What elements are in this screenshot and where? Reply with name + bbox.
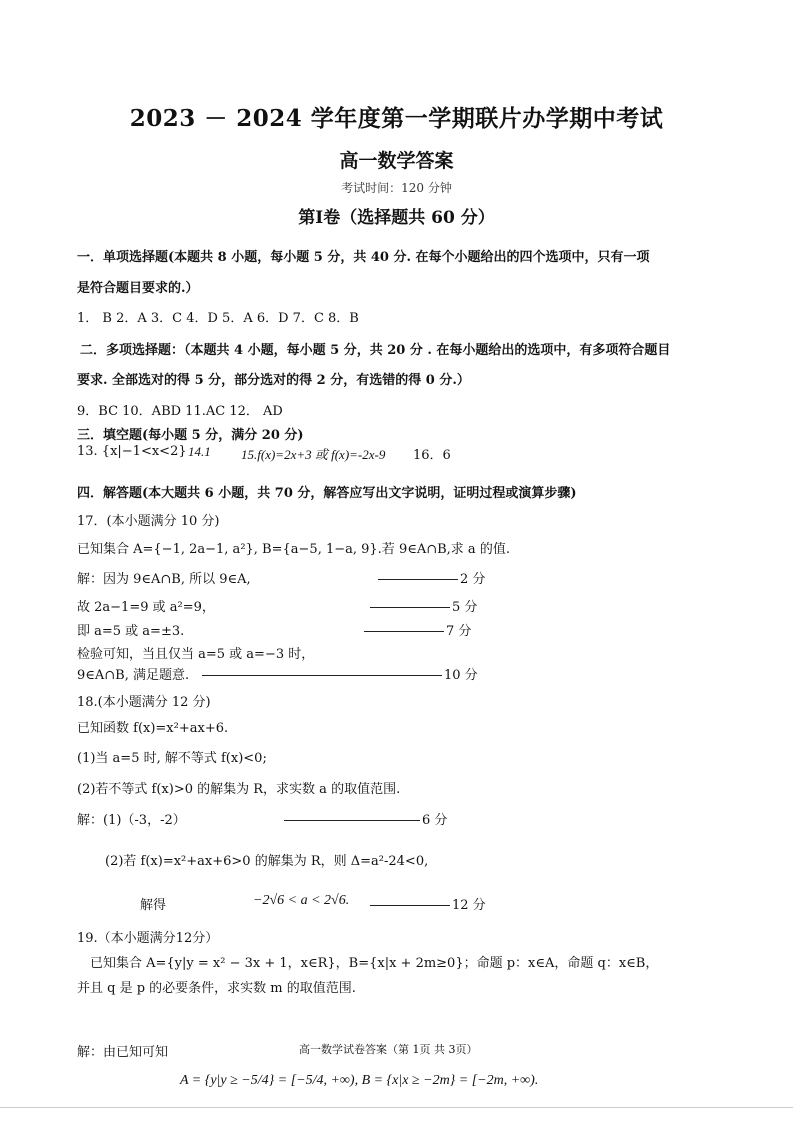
q17-step1-score: 2 分 xyxy=(376,568,485,587)
q17-step4: 检验可知，当且仅当 a=5 或 a=−3 时， xyxy=(77,647,315,662)
section2-heading-a: 二．多项选择题：（本题共 4 小题，每小题 5 分，共 20 分 . 在每小题给出的选项中，有多项符合题目 xyxy=(80,343,671,358)
q17-step5-score: 10 分 xyxy=(200,664,478,683)
section2-heading-b: 要求. 全部选对的得 5 分，部分选对的得 2 分，有选错的得 0 分.） xyxy=(77,373,470,388)
q17-step2-score: 5 分 xyxy=(368,596,477,615)
q19-stem-b: 并且 q 是 p 的必要条件，求实数 m 的取值范围. xyxy=(77,981,356,996)
q17-step3-score: 7 分 xyxy=(362,620,471,639)
section3-heading: 三．填空题(每小题 5 分，满分 20 分) xyxy=(77,428,304,443)
q18-stem: 已知函数 f(x)=x²+ax+6. xyxy=(77,721,229,736)
part-heading: 第Ⅰ卷（选择题共 60 分） xyxy=(298,208,495,228)
q19-formula: A = {y|y ≥ −5/4} = [−5/4, +∞), B = {x|x ≥ −2m} = [−2m, +∞). xyxy=(180,1073,539,1088)
q17-step5: 9∈A∩B, 满足题意. xyxy=(77,668,190,683)
section1-heading-a: 一．单项选择题(本题共 8 小题，每小题 5 分，共 40 分. 在每个小题给出的四个选项中，只有一项 xyxy=(77,250,650,265)
bottom-divider xyxy=(0,1107,793,1108)
q18-part1: (1)当 a=5 时, 解不等式 f(x)<0; xyxy=(77,751,267,766)
exam-subtitle: 高一数学答案 xyxy=(339,150,454,172)
q17-step1: 解：因为 9∈A∩B, 所以 9∈A, xyxy=(77,572,251,587)
section1-heading-b: 是符合题目要求的.） xyxy=(77,281,199,296)
q19-stem-a: 已知集合 A={y|y = x² − 3x + 1，x∈R}，B={x|x + 2m≥0}；命题 p：x∈A，命题 q：x∈B， xyxy=(90,956,659,971)
answer-13: 13. {x|−1<x<2} xyxy=(77,444,187,459)
q18-answer2: (2)若 f(x)=x²+ax+6>0 的解集为 R，则 Δ=a²-24<0, xyxy=(105,854,429,869)
answer-14: 14.1 xyxy=(188,444,211,459)
q18-answer1: 解：(1)（-3，-2） xyxy=(77,813,186,828)
section2-answers: 9．BC 10．ABD 11.AC 12． AD xyxy=(77,404,283,419)
q18-answer3-score: 12 分 xyxy=(368,894,486,913)
page-footer: 高一数学试卷答案（第 1页 共 3页） xyxy=(299,1043,478,1056)
answer-15: 15.f(x)=2x+3 或 f(x)=-2x-9 xyxy=(241,447,386,462)
q18-answer3-label: 解得 xyxy=(140,898,167,913)
q17-step2: 故 2a−1=9 或 a²=9， xyxy=(77,600,215,615)
exam-time: 考试时间：120 分钟 xyxy=(341,181,452,195)
section4-heading: 四．解答题(本大题共 6 小题，共 70 分，解答应写出文字说明，证明过程或演算步骤) xyxy=(77,486,577,501)
q17-step3: 即 a=5 或 a=±3. xyxy=(77,624,185,639)
q17-stem: 已知集合 A={−1, 2a−1, a²}, B={a−5, 1−a, 9}.若 9∈A∩B,求 a 的值. xyxy=(77,542,510,557)
q17-title: 17．(本小题满分 10 分) xyxy=(77,514,220,529)
section1-answers: 1． B 2．A 3．C 4．D 5．A 6．D 7．C 8．B xyxy=(77,311,359,326)
q18-answer1-score: 6 分 xyxy=(282,809,447,828)
answer-16: 16．6 xyxy=(413,448,451,463)
exam-title: 2023 － 2024 学年度第一学期联片办学期中考试 xyxy=(129,105,664,132)
q19-title: 19.（本小题满分12分） xyxy=(77,931,219,946)
q18-title: 18.(本小题满分 12 分) xyxy=(77,695,211,710)
q18-answer3-formula: −2√6 < a < 2√6. xyxy=(253,893,350,908)
q18-part2: (2)若不等式 f(x)>0 的解集为 R，求实数 a 的取值范围. xyxy=(77,782,401,797)
q19-solution: 解：由已知可知 xyxy=(77,1045,169,1060)
